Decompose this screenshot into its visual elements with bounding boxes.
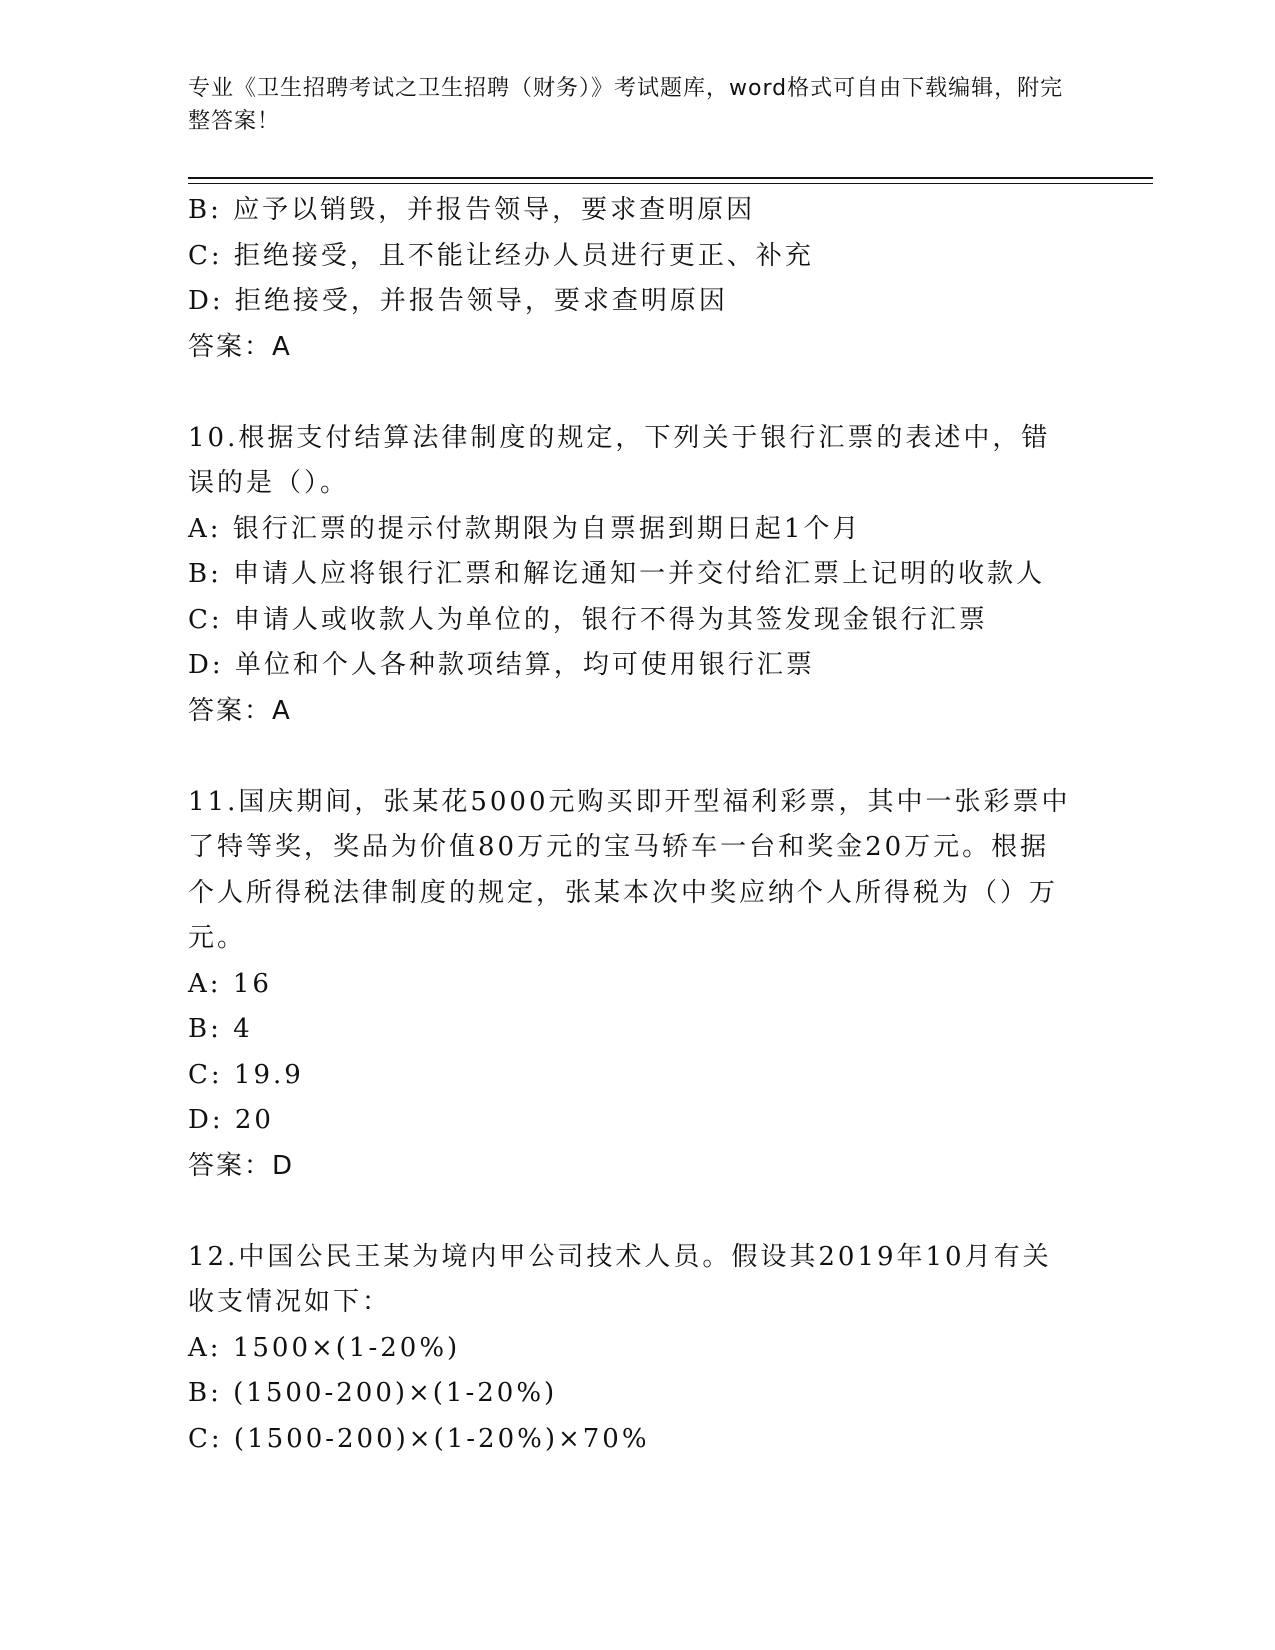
option-key: B: <box>188 195 222 225</box>
option-text: 单位和个人各种款项结算，均可使用银行汇票 <box>234 650 815 680</box>
spacer <box>188 370 1088 416</box>
option-text: 20 <box>234 1105 274 1135</box>
question-12 <box>188 1235 1088 1463</box>
answer-line: 答案：D <box>188 1150 295 1181</box>
option-text: 19.9 <box>233 1059 304 1090</box>
option-text: 1500×(1-20%) <box>232 1332 461 1363</box>
answer-line: 答案：A <box>188 331 292 362</box>
question-stem: 11.国庆期间，张某花5000元购买即开型福利彩票，其中一张彩票中了特等奖，奖品为价值80万元的宝马轿车一台和奖金20万元。根据个人所得税法律制度的规定，张某本次中奖应纳个人所得税为（）万元。 <box>188 786 1071 953</box>
option-key: B: <box>188 1014 222 1044</box>
option-text: 银行汇票的提示付款期限为自票据到期日起1个月 <box>232 513 862 544</box>
option-text: 拒绝接受，并报告领导，要求查明原因 <box>234 286 728 316</box>
option-key: D: <box>188 1105 224 1135</box>
option-b <box>188 1007 1088 1053</box>
document-header: 专业《卫生招聘考试之卫生招聘（财务）》考试题库，word格式可自由下载编辑，附完整答案！ <box>188 76 1064 134</box>
option-key: C: <box>188 1059 223 1090</box>
question-9-continued <box>188 188 1088 370</box>
option-text: 4 <box>233 1014 253 1044</box>
header-rule-thin <box>188 183 1153 184</box>
option-a <box>188 1326 1088 1372</box>
option-b <box>188 552 1088 598</box>
question-10 <box>188 416 1088 735</box>
option-text: 申请人或收款人为单位的，银行不得为其签发现金银行汇票 <box>233 604 988 635</box>
option-key: C: <box>188 240 223 271</box>
option-text: 申请人应将银行汇票和解讫通知一并交付给汇票上记明的收款人 <box>233 559 1046 589</box>
option-key: A: <box>188 513 222 544</box>
question-11 <box>188 780 1088 1190</box>
option-text: 应予以销毁，并报告领导，要求查明原因 <box>233 195 756 225</box>
option-c <box>188 234 1088 280</box>
option-key: A: <box>188 968 222 999</box>
option-d <box>188 1098 1088 1144</box>
option-a <box>188 507 1088 553</box>
option-c <box>188 598 1088 644</box>
option-a <box>188 962 1088 1008</box>
option-text: (1500-200)×(1-20%) <box>233 1378 558 1408</box>
option-d <box>188 643 1088 689</box>
option-c <box>188 1053 1088 1099</box>
option-text: 16 <box>232 968 272 999</box>
option-text: (1500-200)×(1-20%)×70% <box>233 1423 650 1454</box>
option-d <box>188 279 1088 325</box>
option-b <box>188 188 1088 234</box>
option-key: D: <box>188 650 224 680</box>
option-key: C: <box>188 1423 223 1454</box>
spacer <box>188 734 1088 780</box>
question-stem: 12.中国公民王某为境内甲公司技术人员。假设其2019年10月有关收支情况如下： <box>188 1241 1052 1317</box>
option-key: B: <box>188 1378 222 1408</box>
option-key: A: <box>188 1332 222 1363</box>
question-stem: 10.根据支付结算法律制度的规定，下列关于银行汇票的表述中，错误的是（）。 <box>188 422 1051 498</box>
option-key: B: <box>188 559 222 589</box>
question-list <box>188 188 1088 1462</box>
option-key: C: <box>188 604 223 635</box>
header-rule-thick <box>188 177 1153 179</box>
option-c <box>188 1417 1088 1463</box>
spacer <box>188 1189 1088 1235</box>
option-key: D: <box>188 286 224 316</box>
option-text: 拒绝接受，且不能让经办人员进行更正、补充 <box>233 240 814 271</box>
option-b <box>188 1371 1088 1417</box>
answer-line: 答案：A <box>188 695 292 726</box>
